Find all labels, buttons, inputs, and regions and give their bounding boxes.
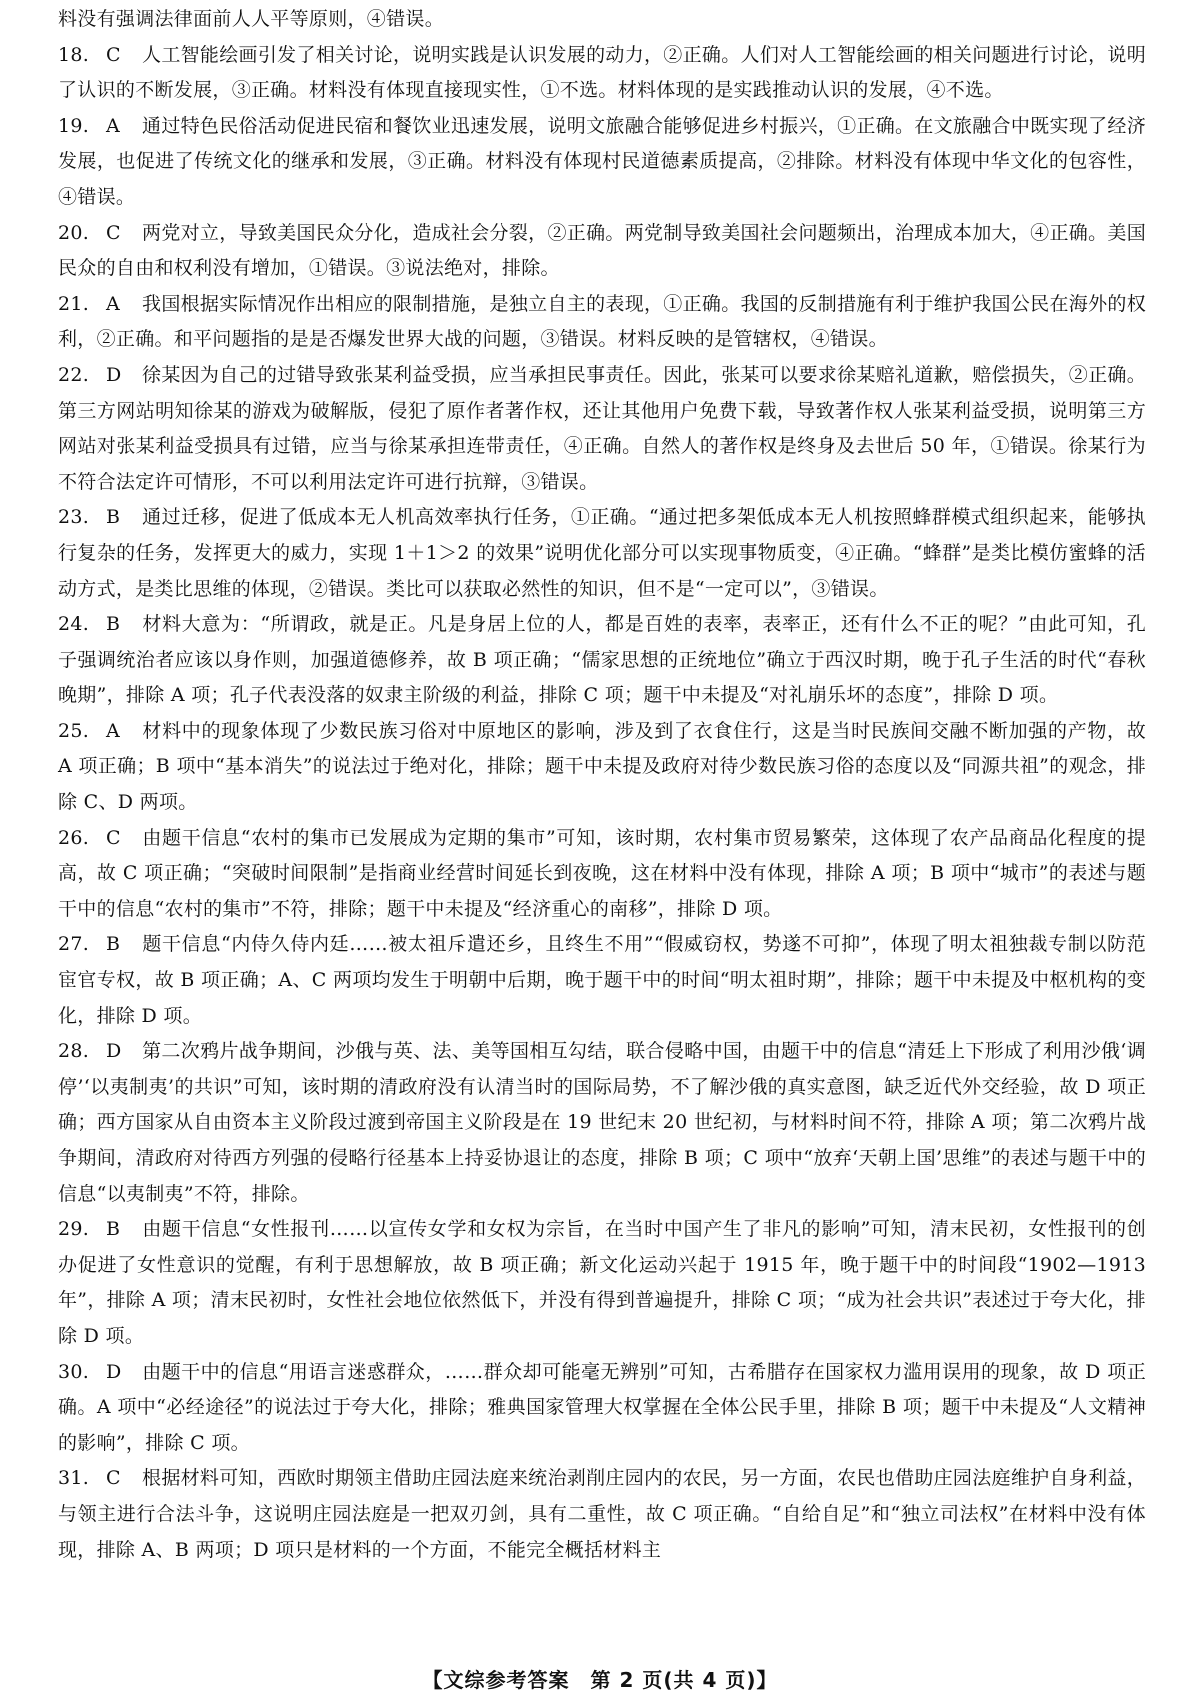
answer-item	[58, 1461, 1146, 1568]
answer-item	[58, 38, 1146, 109]
question-number: 27.	[58, 933, 90, 956]
answer-letter: C	[106, 43, 121, 66]
explanation-text: 通过迁移，促进了低成本无人机高效率执行任务，①正确。“通过把多架低成本无人机按照蜂群模式组织起来，能够执行复杂的任务，发挥更大的威力，实现 1＋1＞2 的效果”说明优化部分可以实现事物质变，④正确。“蜂群”是类比模仿蜜蜂的活动方式，是类比思维的体现，②错误。类比可以获取必然性的知识，但不是“一定可以”，③错误。	[58, 506, 1146, 600]
explanation-text: 根据材料可知，西欧时期领主借助庄园法庭来统治剥削庄园内的农民，另一方面，农民也借助庄园法庭维护自身利益，与领主进行合法斗争，这说明庄园法庭是一把双刃剑，具有二重性，故 C 项正确。“自给自足”和“独立司法权”在材料中没有体现，排除 A、B 两项；D 项只是材料的一个方面，不能完全概括材料主	[58, 1467, 1146, 1561]
question-number: 28.	[58, 1040, 90, 1063]
continued-line: 料没有强调法律面前人人平等原则，④错误。	[58, 8, 445, 30]
answer-letter: B	[106, 506, 121, 529]
answer-item	[58, 109, 1146, 216]
answer-item	[58, 821, 1146, 928]
question-number: 19.	[58, 114, 90, 137]
explanation-text: 材料大意为：“所谓政，就是正。凡是身居上位的人，都是百姓的表率，表率正，还有什么不正的呢？”由此可知，孔子强调统治者应该以身作则，加强道德修养，故 B 项正确；“儒家思想的正统地位”确立于西汉时期，晚于孔子生活的时代“春秋晚期”，排除 A 项；孔子代表没落的奴隶主阶级的利益，排除 C 项；题干中未提及“对礼崩乐坏的态度”，排除 D 项。	[58, 613, 1146, 707]
answer-item	[58, 1212, 1146, 1354]
answer-letter: A	[106, 719, 121, 742]
explanation-text: 通过特色民俗活动促进民宿和餐饮业迅速发展，说明文旅融合能够促进乡村振兴，①正确。在文旅融合中既实现了经济发展，也促进了传统文化的继承和发展，③正确。材料没有体现村民道德素质提高，②排除。材料没有体现中华文化的包容性，④错误。	[58, 114, 1146, 208]
answer-letter: B	[106, 933, 121, 956]
question-number: 26.	[58, 826, 90, 849]
answer-letter: C	[106, 221, 121, 244]
answer-list	[58, 38, 1146, 1569]
question-number: 18.	[58, 43, 90, 66]
page-footer: 【文综参考答案 第 2 页(共 4 页)】	[422, 1668, 778, 1692]
explanation-text: 由题干信息“农村的集市已发展成为定期的集市”可知，该时期，农村集市贸易繁荣，这体现了农产品商品化程度的提高，故 C 项正确；“突破时间限制”是指商业经营时间延长到夜晚，这在材料中没有体现，排除 A 项；B 项中“城市”的表述与题干中的信息“农村的集市”不符，排除；题干中未提及“经济重心的南移”，排除 D 项。	[58, 826, 1146, 920]
answer-content	[58, 2, 1146, 1568]
answer-letter: A	[106, 114, 121, 137]
explanation-text: 第二次鸦片战争期间，沙俄与英、法、美等国相互勾结，联合侵略中国，由题干中的信息“清廷上下形成了利用沙俄‘调停’‘以夷制夷’的共识”可知，该时期的清政府没有认清当时的国际局势，不了解沙俄的真实意图，缺乏近代外交经验，故 D 项正确；西方国家从自由资本主义阶段过渡到帝国主义阶段是在 19 世纪末 20 世纪初，与材料时间不符，排除 A 项；第二次鸦片战争期间，清政府对待西方列强的侵略行径基本上持妥协退让的态度，排除 B 项；C 项中“放弃‘天朝上国’思维”的表述与题干中的信息“以夷制夷”不符，排除。	[58, 1040, 1146, 1205]
answer-letter: C	[106, 826, 121, 849]
question-number: 31.	[58, 1467, 90, 1490]
answer-letter: B	[106, 1218, 121, 1241]
explanation-text: 由题干中的信息“用语言迷惑群众，……群众却可能毫无辨别”可知，古希腊存在国家权力滥用误用的现象，故 D 项正确。A 项中“必经途径”的说法过于夸大化，排除；雅典国家管理大权掌握在全体公民手里，排除 B 项；题干中未提及“人文精神的影响”，排除 C 项。	[58, 1360, 1146, 1454]
explanation-text: 我国根据实际情况作出相应的限制措施，是独立自主的表现，①正确。我国的反制措施有利于维护我国公民在海外的权利，②正确。和平问题指的是是否爆发世界大战的问题，③错误。材料反映的是管辖权，④错误。	[58, 292, 1146, 351]
explanation-text: 由题干信息“女性报刊……以宣传女学和女权为宗旨，在当时中国产生了非凡的影响”可知，清末民初，女性报刊的创办促进了女性意识的觉醒，有利于思想解放，故 B 项正确；新文化运动兴起于 1915 年，晚于题干中的时间段“1902—1913 年”，排除 A 项；清末民初时，女性社会地位依然低下，并没有得到普遍提升，排除 C 项；“成为社会共识”表述过于夸大化，排除 D 项。	[58, 1218, 1146, 1347]
explanation-text: 徐某因为自己的过错导致张某利益受损，应当承担民事责任。因此，张某可以要求徐某赔礼道歉，赔偿损失，②正确。第三方网站明知徐某的游戏为破解版，侵犯了原作者著作权，还让其他用户免费下载，导致著作权人张某利益受损，说明第三方网站对张某利益受损具有过错，应当与徐某承担连带责任，④正确。自然人的著作权是终身及去世后 50 年，①错误。徐某行为不符合法定许可情形，不可以利用法定许可进行抗辩，③错误。	[58, 363, 1146, 493]
answer-letter: C	[106, 1467, 121, 1490]
answer-item	[58, 927, 1146, 1034]
explanation-text: 题干信息“内侍久侍内廷……被太祖斥遣还乡，且终生不用”“假威窃权，势遂不可抑”，体现了明太祖独裁专制以防范宦官专权，故 B 项正确；A、C 两项均发生于明朝中后期，晚于题干中的时间“明太祖时期”，排除；题干中未提及中枢机构的变化，排除 D 项。	[58, 933, 1146, 1027]
answer-letter: D	[106, 363, 122, 386]
explanation-text: 材料中的现象体现了少数民族习俗对中原地区的影响，涉及到了衣食住行，这是当时民族间交融不断加强的产物，故 A 项正确；B 项中“基本消失”的说法过于绝对化，排除；题干中未提及政府对待少数民族习俗的态度以及“同源共祖”的观念，排除 C、D 两项。	[58, 719, 1146, 814]
answer-item	[58, 1034, 1146, 1212]
answer-item	[58, 1355, 1146, 1462]
question-number: 24.	[58, 613, 90, 636]
answer-item	[58, 287, 1146, 358]
question-number: 21.	[58, 292, 90, 315]
answer-letter: D	[106, 1360, 122, 1383]
question-number: 29.	[58, 1218, 90, 1241]
question-number: 30.	[58, 1360, 90, 1383]
answer-item	[58, 500, 1146, 607]
answer-item	[58, 714, 1146, 821]
question-number: 25.	[58, 719, 90, 742]
explanation-text: 两党对立，导致美国民众分化，造成社会分裂，②正确。两党制导致美国社会问题频出，治理成本加大，④正确。美国民众的自由和权利没有增加，①错误。③说法绝对，排除。	[58, 221, 1146, 280]
answer-item	[58, 358, 1146, 500]
answer-letter: B	[106, 613, 121, 636]
question-number: 22.	[58, 363, 90, 386]
explanation-text: 人工智能绘画引发了相关讨论，说明实践是认识发展的动力，②正确。人们对人工智能绘画的相关问题进行讨论，说明了认识的不断发展，③正确。材料没有体现直接现实性，①不选。材料体现的是实践推动认识的发展，④不选。	[58, 43, 1146, 102]
question-number: 20.	[58, 221, 90, 244]
question-number: 23.	[58, 506, 90, 529]
answer-letter: A	[106, 292, 121, 315]
answer-item	[58, 216, 1146, 287]
answer-item	[58, 607, 1146, 714]
answer-letter: D	[106, 1040, 122, 1063]
